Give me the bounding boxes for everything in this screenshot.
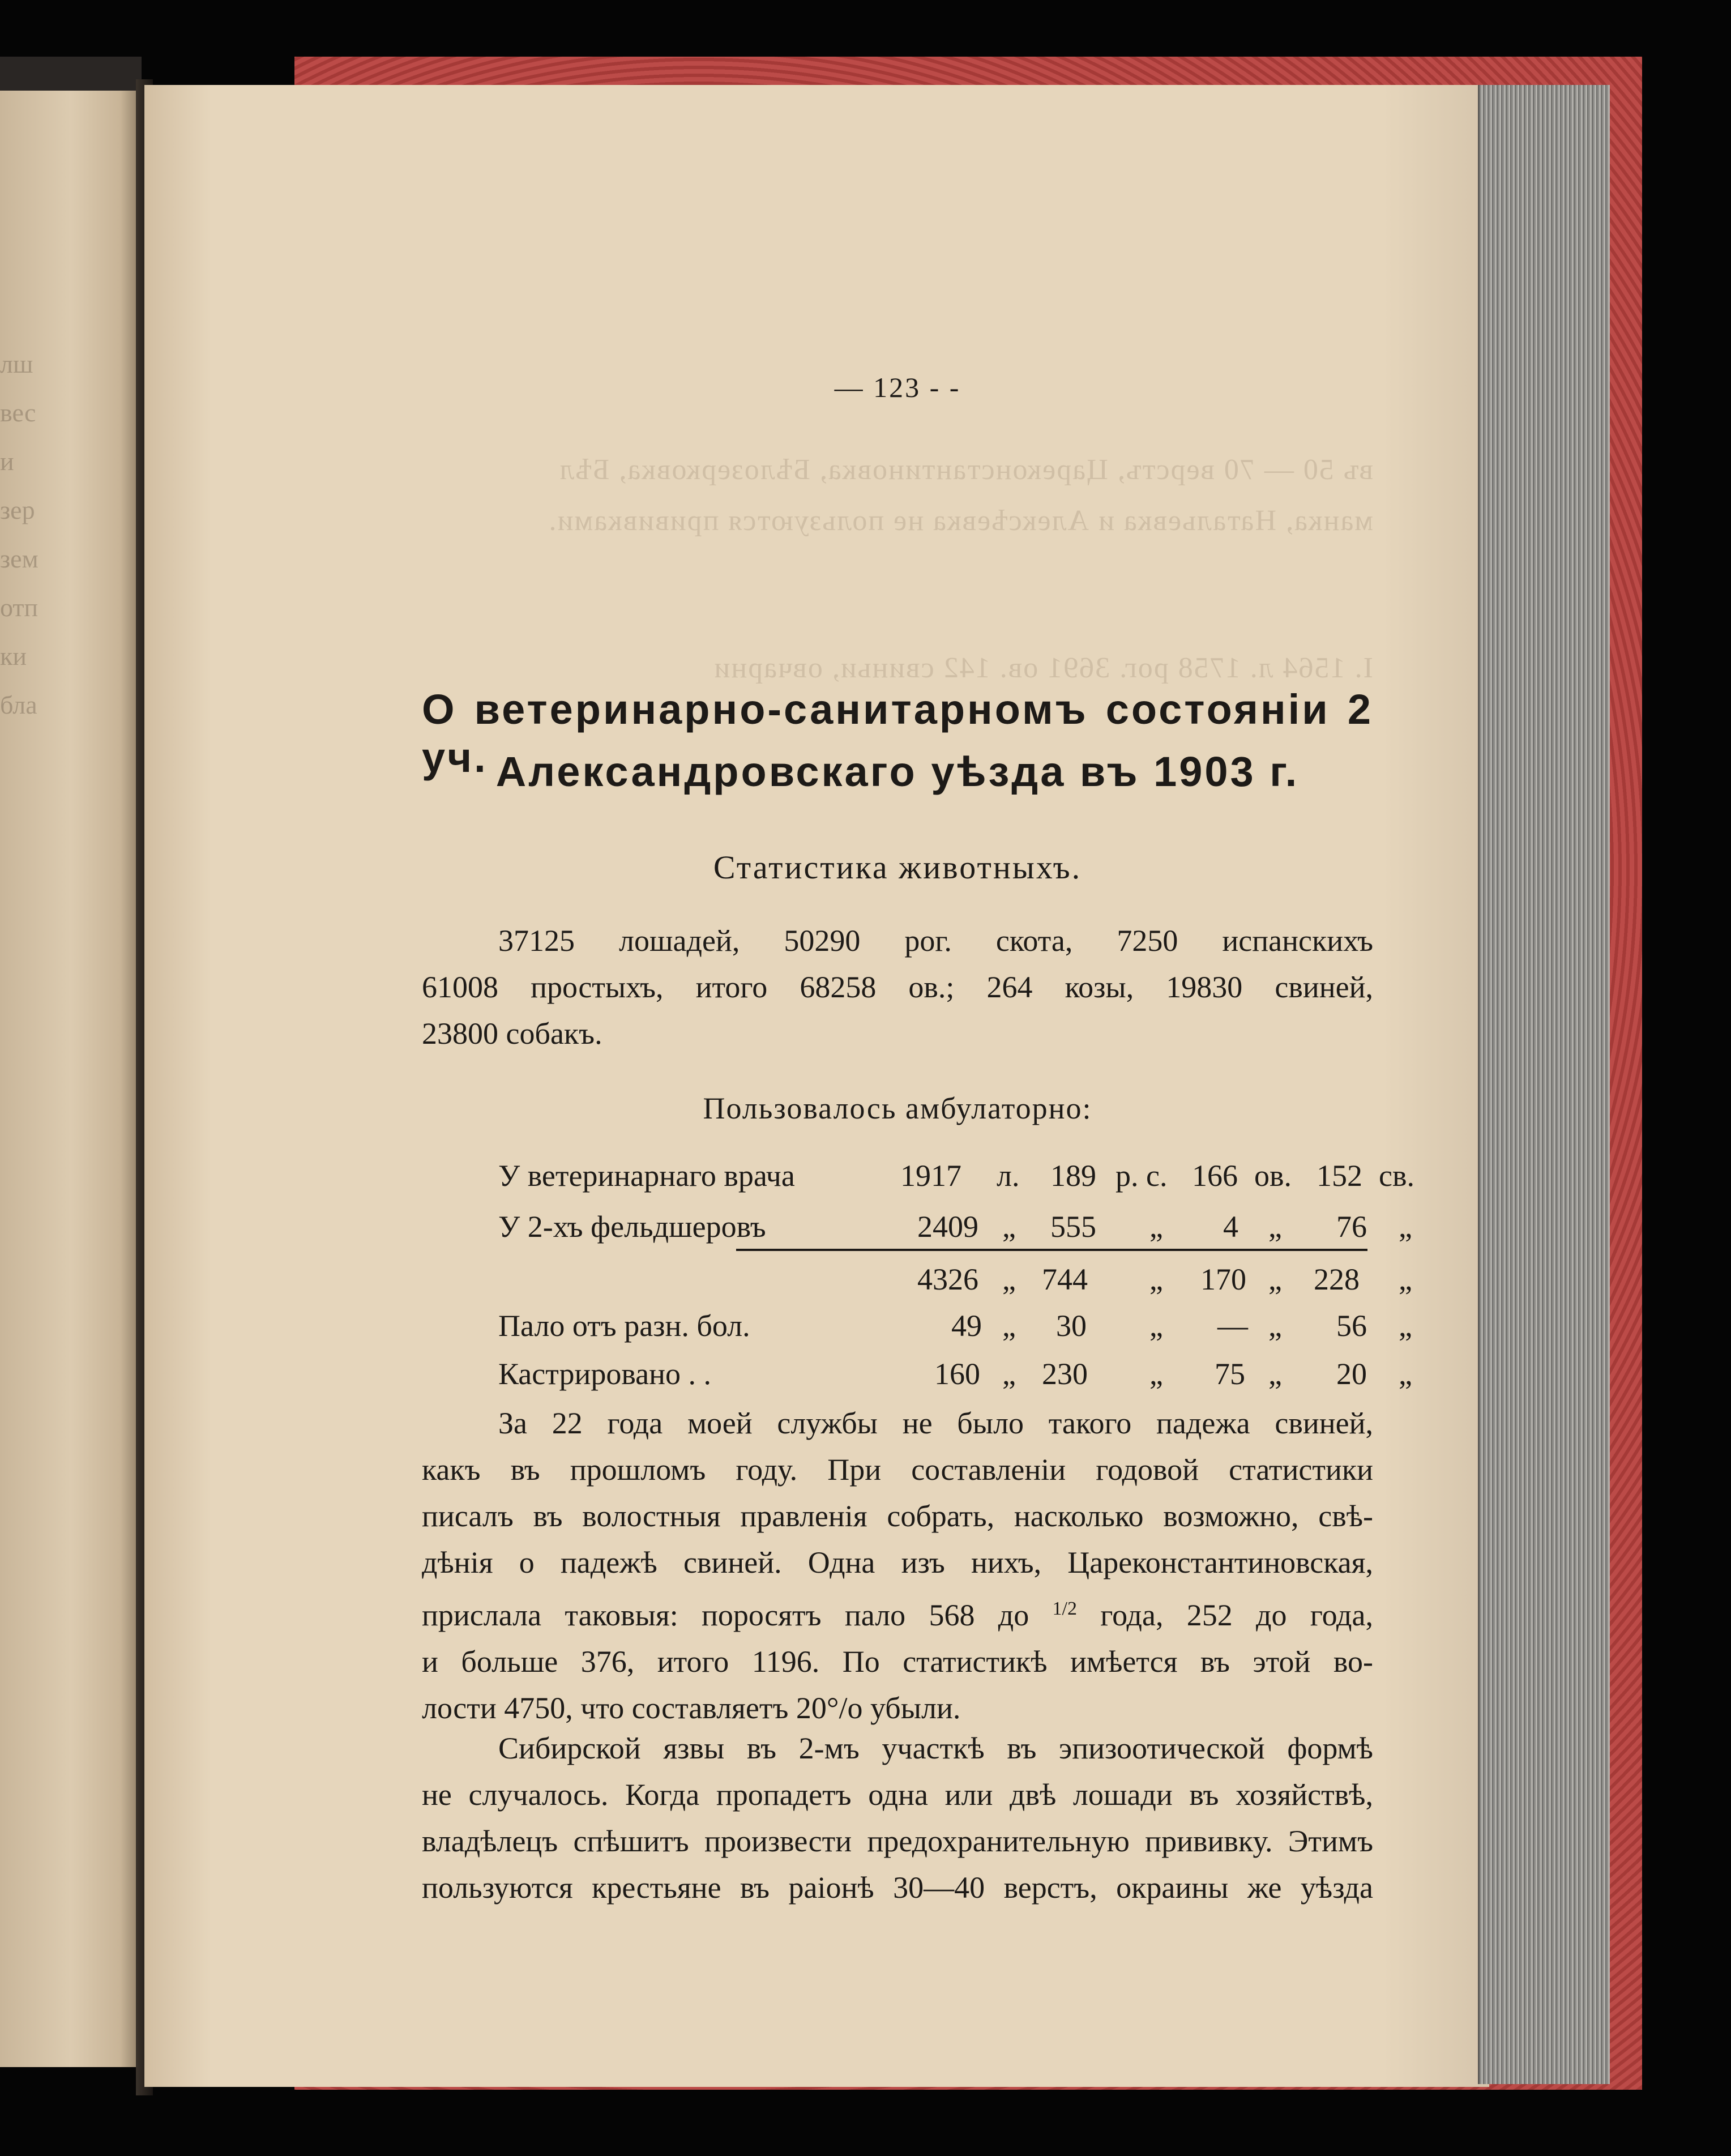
cell: 160	[934, 1357, 980, 1391]
text-line: 61008 простыхъ, итого 68258 ов.; 264 козы, 19830 свиней,	[422, 970, 1373, 1004]
cell: 4	[1223, 1210, 1238, 1244]
subtitle: Статистика животныхъ.	[713, 849, 1082, 886]
text-fragment: года, 252 до года,	[1100, 1598, 1374, 1632]
left-page-bleed-through: лш вес и зер зем отп ки бла	[0, 349, 39, 719]
text-line: 23800 собакъ.	[422, 1017, 602, 1051]
text-line: лости 4750, что составляетъ 20°/о убыли.	[422, 1691, 961, 1725]
cell: „	[1002, 1262, 1016, 1296]
row-label: У 2-хъ фельдшеровъ	[498, 1210, 766, 1244]
text-line: 37125 лошадей, 50290 рог. скота, 7250 испанскихъ	[498, 924, 1373, 958]
cell: „	[1399, 1357, 1412, 1391]
cell: л.	[997, 1159, 1020, 1193]
text-line: За 22 года моей службы не было такого падежа свиней,	[498, 1406, 1373, 1440]
text-line: пользуются крестьяне въ раіонѣ 30—40 верстъ, окраины же уѣзда	[422, 1871, 1373, 1905]
ambulatory-heading: Пользовалось амбулаторно:	[703, 1091, 1092, 1125]
cell: 152	[1317, 1159, 1362, 1193]
cell: „	[1399, 1262, 1412, 1296]
text-line: владѣлецъ спѣшитъ произвести предохранительную прививку. Этимъ	[422, 1824, 1373, 1858]
cell: 49	[951, 1309, 982, 1343]
cell: „	[1399, 1309, 1412, 1343]
title-line-2: Александровскаго уѣзда въ 1903 г.	[495, 748, 1300, 795]
table-row	[498, 1356, 1412, 1402]
text-line: Сибирской язвы въ 2-мъ участкѣ въ эпизоотической формѣ	[498, 1731, 1373, 1765]
row-label: Пало отъ разн. бол.	[498, 1309, 750, 1343]
table-row	[498, 1158, 1414, 1203]
table-row	[498, 1262, 1412, 1307]
title-line-1: О ветеринарно-санитарномъ состояніи 2 уч.	[422, 686, 1373, 781]
bleed-through: манка, Натальевка и Алексѣевка не пользуются прививками.	[548, 505, 1373, 537]
cell: р. с.	[1115, 1159, 1168, 1193]
cell: 228	[1314, 1262, 1360, 1296]
text-fragment: прислала таковыя: поросятъ пало 568 до	[422, 1598, 1029, 1632]
cell: 76	[1336, 1210, 1367, 1244]
stats-paragraph	[422, 917, 1373, 1057]
cell: „	[1149, 1309, 1163, 1343]
cell: „	[1268, 1262, 1282, 1296]
cell: 230	[1042, 1357, 1088, 1391]
cell: 30	[1056, 1309, 1087, 1343]
cell: 4326	[917, 1262, 978, 1296]
cell: „	[1002, 1210, 1016, 1244]
text-line: писалъ въ волостныя правленія собрать, насколько возможно, свѣ-	[422, 1499, 1373, 1533]
text-line: и больше 376, итого 1196. По статистикѣ имѣется въ этой во-	[422, 1645, 1373, 1679]
cell: 170	[1200, 1262, 1246, 1296]
text-line: какъ въ прошломъ году. При составленіи годовой статистики	[422, 1453, 1373, 1487]
cell: „	[1268, 1309, 1282, 1343]
cell: 555	[1050, 1210, 1096, 1244]
cell: 56	[1336, 1309, 1367, 1343]
cell: „	[1268, 1357, 1282, 1391]
cell: —	[1217, 1309, 1248, 1343]
fraction: 1/2	[1052, 1598, 1077, 1619]
cell: „	[1268, 1210, 1282, 1244]
cell: „	[1002, 1309, 1016, 1343]
bleed-through: въ 50 — 70 верстъ, Цареконстантиновка, Бѣлозерковка, Бѣл	[558, 454, 1373, 486]
text-line: не случалось. Когда пропадетъ одна или двѣ лошади въ хозяйствѣ,	[422, 1778, 1373, 1812]
cell: „	[1149, 1262, 1163, 1296]
cell: 744	[1042, 1262, 1088, 1296]
cell: 75	[1215, 1357, 1245, 1391]
table-row	[498, 1209, 1412, 1254]
row-label: У ветеринарнаго врача	[498, 1159, 795, 1193]
bleed-through: I. 1564 л. 1758 рог. 3691 ов. 142 свиньи, овчарни	[713, 652, 1373, 684]
cell: 189	[1050, 1159, 1096, 1193]
cell: св.	[1379, 1159, 1414, 1193]
cell: „	[1002, 1357, 1016, 1391]
book-page	[144, 85, 1489, 2087]
cell: „	[1149, 1357, 1163, 1391]
sum-rule	[736, 1249, 1367, 1251]
padezh-paragraph	[422, 1400, 1373, 1731]
anthrax-paragraph	[422, 1725, 1373, 1911]
cell: 166	[1192, 1159, 1238, 1193]
cell: „	[1149, 1210, 1163, 1244]
cell: 2409	[917, 1210, 978, 1244]
text-line: дѣнія о падежѣ свиней. Одна изъ нихъ, Цареконстантиновская,	[422, 1546, 1373, 1579]
cell: 20	[1336, 1357, 1367, 1391]
page-edges	[1478, 85, 1610, 2084]
cell: „	[1399, 1210, 1412, 1244]
cell: 1917	[900, 1159, 961, 1193]
cell: ов.	[1254, 1159, 1292, 1193]
row-label: Кастрировано . .	[498, 1357, 712, 1391]
text-line	[422, 1586, 1373, 1638]
page-number: — 123 - -	[834, 372, 961, 403]
table-row	[498, 1308, 1412, 1354]
left-cover-edge	[0, 57, 142, 91]
